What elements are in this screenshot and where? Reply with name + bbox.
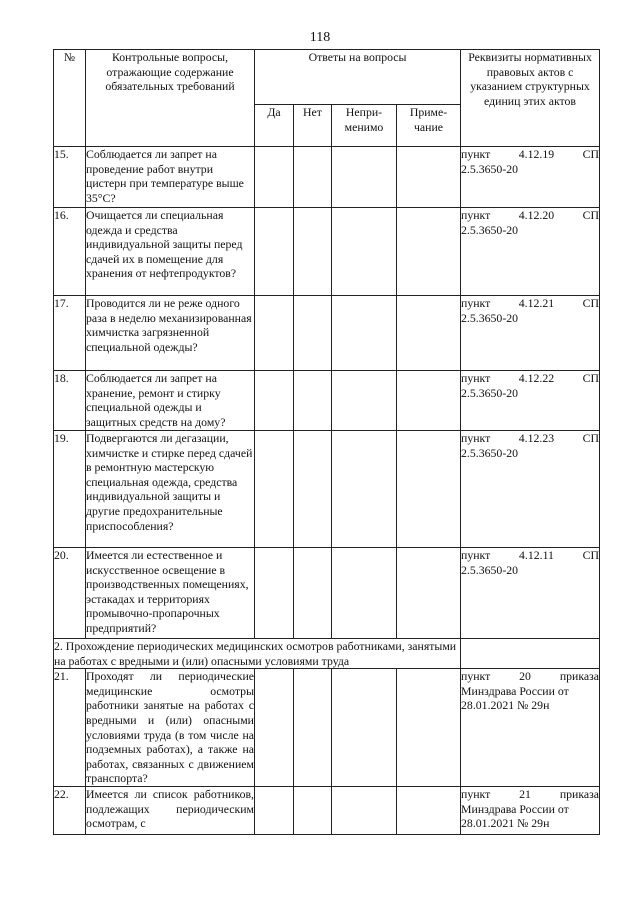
section-title: 2. Прохождение периодических медицинских осмотров работниками, занятыми на работах с вредными и (или) опасными условиями труда <box>54 639 461 669</box>
ref-order-date: 28.01.2021 № 29н <box>461 816 550 831</box>
ref-act-type: СП <box>582 431 600 445</box>
table-row <box>54 548 600 639</box>
row-question: Соблюдается ли запрет на хранение, ремонт и стирку специальной одежды и защитных средств на дому? <box>86 371 255 431</box>
row-number: 16. <box>54 208 86 296</box>
row-requisites <box>461 786 600 834</box>
checklist-table <box>53 49 600 835</box>
row-question: Имеется ли естественное и искусственное освещение в производственных помещениях, эстакадах и территориях промывочно-пропарочных предприятий? <box>86 548 255 639</box>
answer-no-cell[interactable] <box>294 147 332 208</box>
row-requisites <box>461 669 600 787</box>
header-answers: Ответы на вопросы <box>255 50 461 105</box>
answer-note-cell[interactable] <box>397 669 461 787</box>
row-requisites <box>461 431 600 548</box>
answer-no-cell[interactable] <box>294 371 332 431</box>
row-requisites <box>461 548 600 639</box>
ref-clause-word: пункт <box>461 548 491 562</box>
row-number: 22. <box>54 786 86 834</box>
answer-note-cell[interactable] <box>397 296 461 371</box>
ref-clause-number: 4.12.20 <box>518 208 555 222</box>
ref-clause-word: пункт <box>461 371 491 385</box>
ref-act-number: 2.5.3650-20 <box>461 385 519 400</box>
row-number: 19. <box>54 431 86 548</box>
answer-not-applicable-cell[interactable] <box>332 669 397 787</box>
ref-clause-word: пункт <box>461 786 491 801</box>
answer-note-cell[interactable] <box>397 147 461 208</box>
ref-clause-number: 4.12.19 <box>518 147 555 161</box>
table-row <box>54 147 600 208</box>
table-row <box>54 786 600 834</box>
row-number: 18. <box>54 371 86 431</box>
page-number: 118 <box>309 30 331 45</box>
table-row <box>54 371 600 431</box>
answer-note-cell[interactable] <box>397 548 461 639</box>
answer-yes-cell[interactable] <box>255 669 294 787</box>
answer-not-applicable-cell[interactable] <box>332 147 397 208</box>
table-row <box>54 296 600 371</box>
answer-no-cell[interactable] <box>294 431 332 548</box>
header-num: № <box>54 50 86 147</box>
table-row <box>54 431 600 548</box>
ref-clause-number: 4.12.23 <box>518 431 555 445</box>
ref-clause-word: пункт <box>461 296 491 310</box>
answer-not-applicable-cell[interactable] <box>332 371 397 431</box>
row-question: Проводится ли не реже одного раза в неделю механизированная химчистка загрязненной специальной одежды? <box>86 296 255 371</box>
answer-yes-cell[interactable] <box>255 147 294 208</box>
row-question: Подвергаются ли дегазации, химчистке и стирке перед сдачей в ремонтную мастерскую специальная одежда, средства индивидуальной защиты и другие предохранительные приспособления? <box>86 431 255 548</box>
answer-note-cell[interactable] <box>397 371 461 431</box>
table-row <box>54 208 600 296</box>
answer-not-applicable-cell[interactable] <box>332 208 397 296</box>
answer-not-applicable-cell[interactable] <box>332 786 397 834</box>
table-row <box>54 669 600 787</box>
answer-no-cell[interactable] <box>294 786 332 834</box>
answer-no-cell[interactable] <box>294 296 332 371</box>
ref-act-number: 2.5.3650-20 <box>461 445 519 460</box>
row-number: 21. <box>54 669 86 787</box>
row-requisites <box>461 371 600 431</box>
ref-act-type: СП <box>582 296 600 310</box>
answer-yes-cell[interactable] <box>255 371 294 431</box>
answer-not-applicable-cell[interactable] <box>332 296 397 371</box>
answer-not-applicable-cell[interactable] <box>332 548 397 639</box>
answer-yes-cell[interactable] <box>255 208 294 296</box>
ref-clause-word: пункт <box>461 208 491 222</box>
answer-no-cell[interactable] <box>294 208 332 296</box>
header-question: Контрольные вопросы, отражающие содержание обязательных требований <box>86 50 255 147</box>
answer-note-cell[interactable] <box>397 208 461 296</box>
row-number: 20. <box>54 548 86 639</box>
section-empty-cell <box>461 639 600 669</box>
row-question: Проходят ли периодические медицинские осмотры работники занятые на работах с вредными и (или) опасными условиями труда (в том числе на подземных работах), а также на работах, связанных с движением транспорта? <box>86 669 254 786</box>
answer-yes-cell[interactable] <box>255 548 294 639</box>
answer-yes-cell[interactable] <box>255 431 294 548</box>
ref-act-type: приказа <box>559 786 600 801</box>
header-requisites: Реквизиты нормативных правовых актов с указанием структурных единиц этих актов <box>461 50 600 147</box>
ref-ministry: Минздрава России от <box>461 683 569 698</box>
answer-note-cell[interactable] <box>397 431 461 548</box>
answer-not-applicable-cell[interactable] <box>332 431 397 548</box>
row-question: Соблюдается ли запрет на проведение работ внутри цистерн при температуре выше 35°C? <box>86 147 255 208</box>
row-requisites <box>461 147 600 208</box>
ref-order-date: 28.01.2021 № 29н <box>461 698 550 713</box>
header-no: Нет <box>294 105 332 147</box>
row-requisites <box>461 296 600 371</box>
ref-act-type: СП <box>582 147 600 161</box>
answer-no-cell[interactable] <box>294 548 332 639</box>
answer-yes-cell[interactable] <box>255 786 294 834</box>
ref-act-type: приказа <box>559 669 600 684</box>
row-question: Очищается ли специальная одежда и средства индивидуальной защиты перед сдачей их в помещение для хранения от нефтепродуктов? <box>86 208 255 296</box>
answer-no-cell[interactable] <box>294 669 332 787</box>
ref-act-number: 2.5.3650-20 <box>461 310 519 325</box>
ref-act-type: СП <box>582 371 600 385</box>
ref-clause-number: 20 <box>519 669 531 684</box>
row-number: 15. <box>54 147 86 208</box>
section-row <box>54 639 600 669</box>
ref-clause-number: 21 <box>519 786 531 801</box>
ref-act-number: 2.5.3650-20 <box>461 222 519 237</box>
header-not-applicable: Непри- менимо <box>332 105 397 147</box>
ref-clause-word: пункт <box>461 431 491 445</box>
header-yes: Да <box>255 105 294 147</box>
ref-act-number: 2.5.3650-20 <box>461 161 519 176</box>
answer-yes-cell[interactable] <box>255 296 294 371</box>
ref-clause-word: пункт <box>461 669 491 684</box>
ref-clause-number: 4.12.11 <box>518 548 554 562</box>
ref-clause-number: 4.12.22 <box>518 371 555 385</box>
answer-note-cell[interactable] <box>397 786 461 834</box>
ref-clause-word: пункт <box>461 147 491 161</box>
ref-act-type: СП <box>582 548 600 562</box>
ref-act-number: 2.5.3650-20 <box>461 562 519 577</box>
row-requisites <box>461 208 600 296</box>
row-number: 17. <box>54 296 86 371</box>
ref-ministry: Минздрава России от <box>461 801 569 816</box>
ref-clause-number: 4.12.21 <box>518 296 555 310</box>
header-row-1 <box>54 50 600 105</box>
row-question: Имеется ли список работников, подлежащих периодическим осмотрам, с <box>86 786 255 834</box>
ref-act-type: СП <box>582 208 600 222</box>
header-note: Приме- чание <box>397 105 461 147</box>
